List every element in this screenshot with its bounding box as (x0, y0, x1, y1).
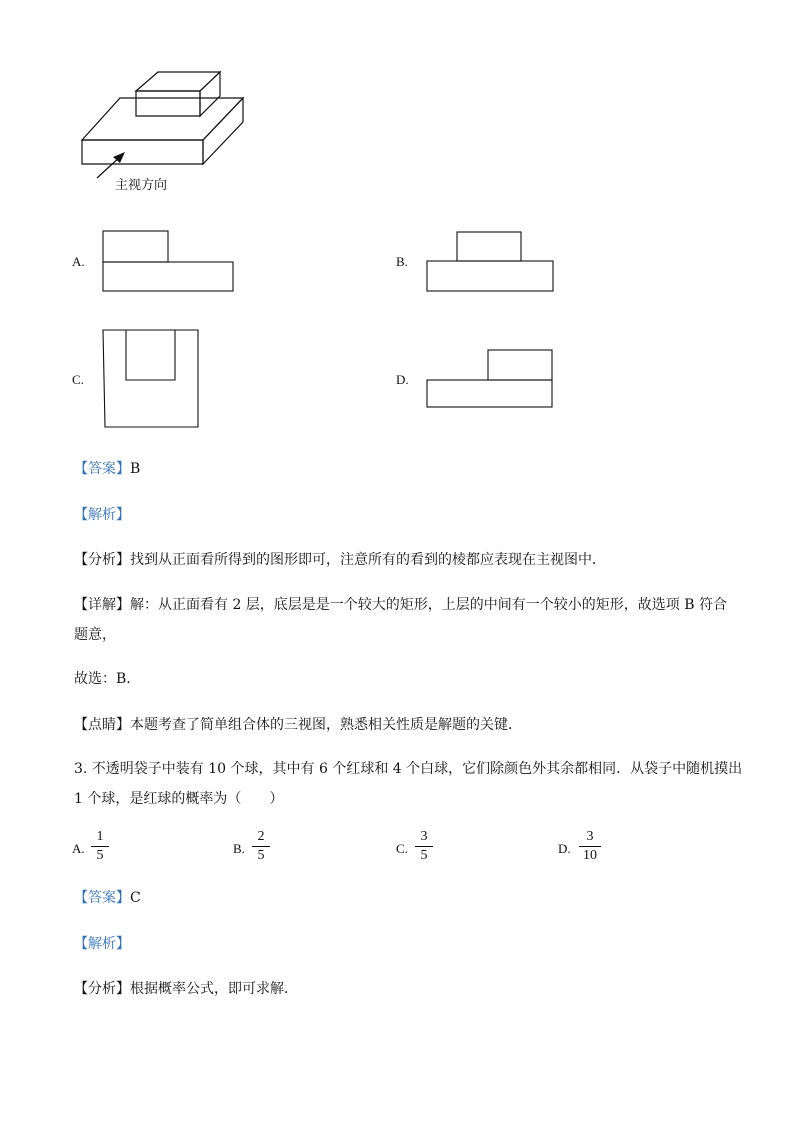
q3-answer-line (74, 888, 141, 908)
fenxi-text: 找到从正面看所得到的图形即可，注意所有的看到的棱都应表现在主视图中． (130, 552, 606, 568)
dianjing-text: 本题考查了简单组合体的三视图，熟悉相关性质是解题的关键． (130, 717, 522, 733)
fenxi-text: 根据概率公式，即可求解． (130, 981, 298, 997)
q2-detail-line2: 题意， (74, 627, 116, 643)
numerator: 1 (96, 829, 104, 844)
q2-fenxi-line (74, 550, 606, 570)
numerator: 2 (257, 829, 265, 844)
answer-value: C (130, 890, 141, 906)
q3-stem-line2: 1 个球，是红球的概率为（ ） (74, 791, 284, 807)
figure-caption: 主视方向 (115, 178, 168, 193)
q3-option-b-label: B. (233, 841, 245, 856)
fenxi-tag: 【分析】 (74, 981, 130, 997)
numerator: 3 (420, 829, 428, 844)
q3-fenxi-line (74, 979, 298, 999)
q3-option-b-fraction (250, 829, 272, 864)
denominator: 5 (257, 848, 265, 863)
q2-detail-line1 (74, 595, 727, 615)
denominator: 5 (420, 848, 428, 863)
q3-option-d-fraction (577, 829, 603, 864)
option-b-label: B. (396, 254, 408, 269)
analysis-tag: 【解析】 (74, 507, 130, 523)
denominator: 5 (96, 848, 104, 863)
denominator: 10 (583, 848, 597, 863)
answer-value: B (130, 461, 141, 477)
detail-tag: 【详解】 (74, 597, 130, 613)
answer-tag: 【答案】 (74, 890, 130, 906)
q2-answer-line (74, 459, 140, 479)
q3-option-d-label: D. (558, 841, 571, 856)
dianjing-tag: 【点睛】 (74, 717, 130, 733)
q2-choose-line: 故选：B． (74, 671, 141, 687)
option-a-label: A. (72, 254, 85, 269)
q2-dianjing-line (74, 715, 522, 735)
q3-option-a-label: A. (72, 841, 85, 856)
detail-text: 解：从正面看有 2 层，底层是是一个较大的矩形，上层的中间有一个较小的矩形，故选项 B 符合 (130, 597, 727, 613)
answer-tag: 【答案】 (74, 461, 130, 477)
q3-option-c-label: C. (396, 841, 408, 856)
option-d-label: D. (396, 372, 409, 387)
option-c-label: C. (72, 372, 84, 387)
option-d-view (0, 0, 794, 460)
numerator: 3 (586, 829, 594, 844)
q3-option-c-fraction (413, 829, 435, 864)
q3-analysis-tag: 【解析】 (74, 936, 130, 952)
q3-option-a-fraction (89, 829, 111, 864)
q3-stem-line1: 3. 不透明袋子中装有 10 个球，其中有 6 个红球和 4 个白球，它们除颜色外其余都相同．从袋子中随机摸出 (74, 761, 743, 777)
fenxi-tag: 【分析】 (74, 552, 130, 568)
